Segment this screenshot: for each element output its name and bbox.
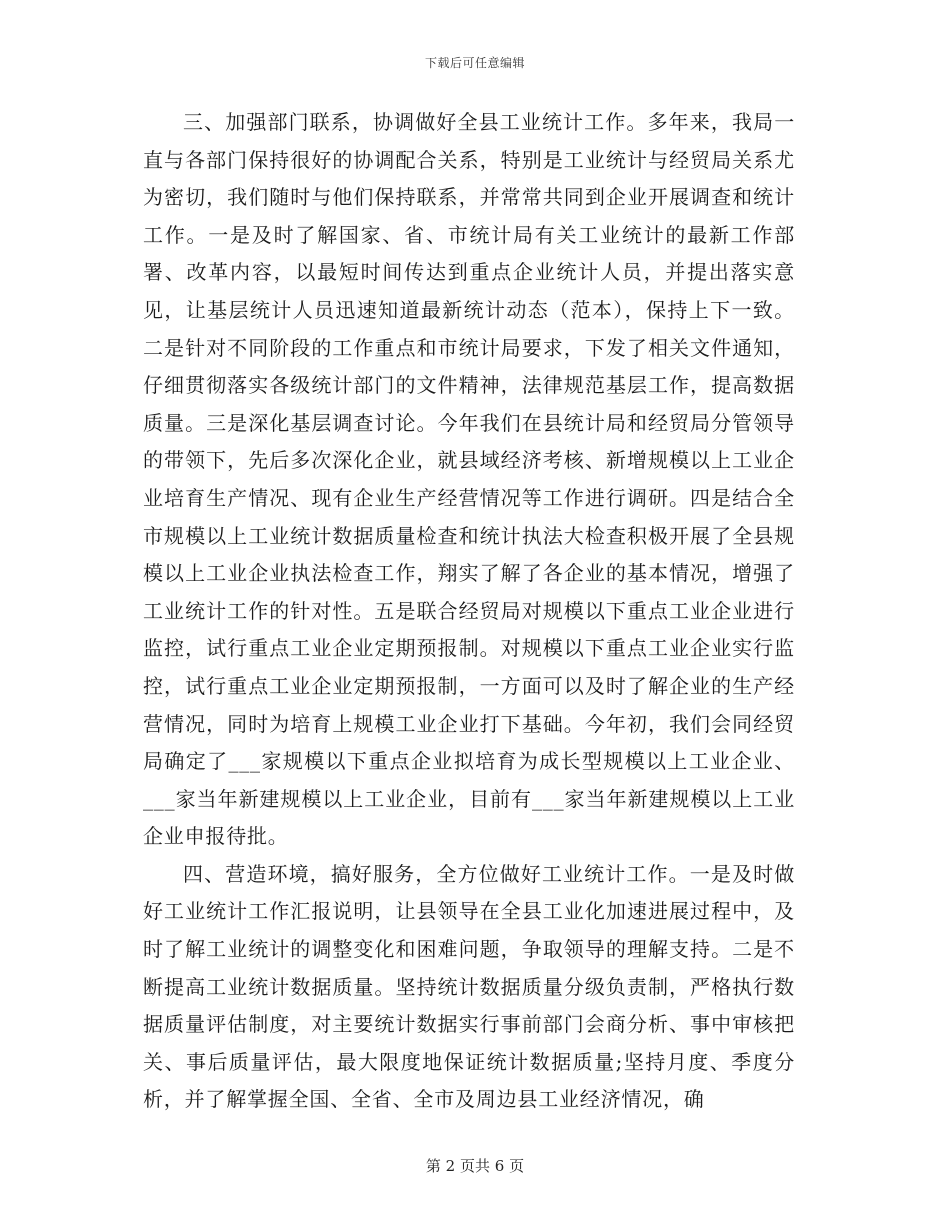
- page-footer: 第 2 页共 6 页: [425, 1157, 525, 1175]
- paragraph-section-four: 四、营造环境，搞好服务，全方位做好工业统计工作。一是及时做好工业统计工作汇报说明，让县领导在全县工业化加速进展过程中，及时了解工业统计的调整变化和困难问题，争取领导的理解支持。二是不断提高工业统计数据质量。坚持统计数据质量分级负责制，严格执行数据质量评估制度，对主要统计数据实行事前部门会商分析、事中审核把关、事后质量评估，最大限度地保证统计数据质量;坚持月度、季度分析，并了解掌握全国、全省、全市及周边县工业经济情况，确: [143, 861, 795, 1112]
- document-body: [143, 104, 795, 1119]
- page-header: 下载后可任意编辑: [424, 56, 525, 70]
- paragraph-section-three: 三、加强部门联系，协调做好全县工业统计工作。多年来，我局一直与各部门保持很好的协调配合关系，特别是工业统计与经贸局关系尤为密切，我们随时与他们保持联系，并常常共同到企业开展调查和统计工作。一是及时了解国家、省、市统计局有关工业统计的最新工作部署、改革内容，以最短时间传达到重点企业统计人员，并提出落实意见，让基层统计人员迅速知道最新统计动态（范本），保持上下一致。二是针对不同阶段的工作重点和市统计局要求，下发了相关文件通知，仔细贯彻落实各级统计部门的文件精神，法律规范基层工作，提高数据质量。三是深化基层调查讨论。今年我们在县统计局和经贸局分管领导的带领下，先后多次深化企业，就县域经济考核、新增规模以上工业企业培育生产情况、现有企业生产经营情况等工作进行调研。四是结合全市规模以上工业统计数据质量检查和统计执法大检查积极开展了全县规模以上工业企业执法检查工作，翔实了解了各企业的基本情况，增强了工业统计工作的针对性。五是联合经贸局对规模以下重点工业企业进行监控，试行重点工业企业定期预报制。对规模以下重点工业企业实行监控，试行重点工业企业定期预报制，一方面可以及时了解企业的生产经营情况，同时为培育上规模工业企业打下基础。今年初，我们会同经贸局确定了___家规模以下重点企业拟培育为成长型规模以上工业企业、___家当年新建规模以上工业企业，目前有___家当年新建规模以上工业企业申报待批。: [143, 110, 795, 849]
